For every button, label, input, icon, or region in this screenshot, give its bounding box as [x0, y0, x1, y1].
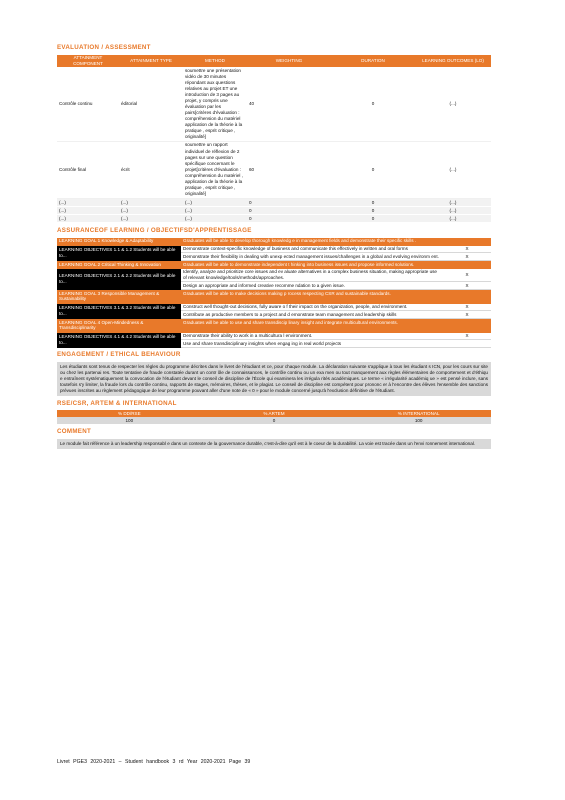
objective-item: Demonstrate their ability to work in a multicultura l environment.	[181, 332, 443, 340]
cell: (...)	[57, 215, 119, 223]
cell-weighting: 60	[247, 141, 331, 198]
goal-label: LEARNING GOAL 4 Open-Mindedness & Transdisciplinarity	[57, 319, 181, 332]
cell: (...)	[415, 198, 491, 206]
cell: 0	[331, 206, 415, 214]
cell-component: Contrôle continu	[57, 67, 119, 141]
evaluation-table	[57, 55, 491, 223]
objective-row	[57, 268, 491, 281]
cell: 0	[331, 198, 415, 206]
goal-description: Graduates will be able to use and share transdiscip linary insight and integrate multicultural environments.	[181, 319, 491, 332]
rse-table	[57, 410, 491, 424]
cell-lo: (...)	[415, 67, 491, 141]
objective-label: LEARNING OBJECTIVES 2.1 & 2.2 Students will be able to...	[57, 268, 181, 289]
cell-weighting: 40	[247, 67, 331, 141]
cell-lo: (...)	[415, 141, 491, 198]
objective-mark: X	[443, 332, 491, 340]
objective-mark: X	[443, 245, 491, 253]
rse-header-international: % INTERNATIONAL	[346, 410, 491, 417]
table-row	[57, 410, 491, 417]
cell: 0	[331, 215, 415, 223]
cell: 0	[247, 206, 331, 214]
header-duration: DURATION	[331, 55, 415, 67]
cell-type: écrit	[119, 141, 183, 198]
objective-label: LEARNING OBJECTIVES 4.1 & 4.2 Students will be able to...	[57, 332, 181, 347]
cell: (...)	[183, 198, 247, 206]
goal-description: Graduates will be able to develop thorough knowledg e in management fields and demonstrate their specific skills .	[181, 238, 491, 245]
objective-item: Contribute as productive members to a project and d emonstrate team management and leadership skills	[181, 311, 443, 319]
objective-label: LEARNING OBJECTIVES 1.1 & 1.2 Students will be able to...	[57, 245, 181, 260]
table-row	[57, 67, 491, 141]
goal-description: Graduates will be able to demonstrate independent t hinking into business issues and propose informed solutions.	[181, 261, 491, 269]
cell: (...)	[119, 215, 183, 223]
objective-row	[57, 332, 491, 340]
objective-item: Use and share transdisciplinary insights when engag ing in real world projects	[181, 340, 443, 348]
cell: (...)	[119, 198, 183, 206]
table-row	[57, 198, 491, 206]
cell-duration: 0	[331, 141, 415, 198]
cell-duration: 0	[331, 67, 415, 141]
cell: (...)	[415, 206, 491, 214]
cell-method: soumettre une présentation vidéo de 30 minutes répondant aux questions relatives au projet ET une introduction de 3 pages au projet, y compris une évaluation par les pairs[critères d'évaluation : compréhension du matériel application de la théorie à la pratique , esprit critique , originalité]	[183, 67, 247, 141]
table-row	[57, 417, 491, 424]
rse-value-international: 100	[346, 417, 491, 424]
objective-item: Design an appropriate and informed creative recomme ndation to a given issue.	[181, 282, 443, 290]
objective-item: Demonstrate context-specific knowledge of business and communicate this effectively in written and oral forms	[181, 245, 443, 253]
cell: (...)	[57, 206, 119, 214]
header-type: ATTAINMENT TYPE	[119, 55, 183, 67]
comment-text: Le module fait référence à un leadership responsabl e dans un contexte de la gouvernance durable, c'est-à-dire qu'il est à le coeur de la durabilité. La voie est tracée dans un l'envi ronnement international.	[57, 439, 491, 449]
goal-row	[57, 290, 491, 303]
evaluation-title: EVALUATION / ASSESSMENT	[57, 44, 151, 51]
goal-row	[57, 238, 491, 245]
objective-mark: X	[443, 253, 491, 261]
header-method: METHOD	[183, 55, 247, 67]
objective-label: LEARNING OBJECTIVES 3.1 & 3.2 Students will be able to...	[57, 303, 181, 318]
cell: (...)	[57, 198, 119, 206]
comment-title: COMMENT	[57, 428, 92, 436]
rse-value-artem: 0	[202, 417, 347, 424]
goal-row	[57, 319, 491, 332]
objective-item: Construct well thought-out decisions, fully aware o f their impact on the organization, people, and environment.	[181, 303, 443, 311]
table-row	[57, 141, 491, 198]
cell: (...)	[183, 206, 247, 214]
engagement-text: Les étudiants sont tenus de respecter les règles du programme décrites dans le livret de l'étudiant et ce, pour chaque module. La déclaration suivante s'applique à tous les étudiant s ICN, pour les cours sur site ou chez les partenai res. Toute tentative de fraude constatée durant un contr ôle de connaissances, le contrôle continu ou un exa men ou tout manquement aux règles élémentaires de comportement et d'éthiqu e entraînent systématiquement la convocation de l'étudiant devant le conseil de discipline de l'École qui examinera les irrégula rités académiques. Le terme « irrégularité académiq ue » est pensé inclure, sans toutefois s'y limiter, la fraude lors du contrôle continu, rapports de stages, mémoires, thèses, et le plagiat. Le conseil de discipline est compétent pour prononc er à l'encontre des élèves l'ensemble des sanctions prévues inscrites au règlement pédagogique de leur programme pouvant aller d'une note de « 0 » pour le module concerné jusqu'à l'exclusion définitive de l'étudiant.	[57, 362, 491, 396]
table-row	[57, 206, 491, 214]
table-row	[57, 215, 491, 223]
objective-mark: X	[443, 311, 491, 319]
objective-item: Demonstrate their flexibility in dealing with unexp ected management issues/challenges in a global and evolving environm ent.	[181, 253, 443, 261]
cell: (...)	[119, 206, 183, 214]
objective-mark	[443, 340, 491, 348]
objective-item: Identify, analyze and prioritize core issues and ev aluate alternatives in a complex business situation, making appropriate use of relevant knowledge/tools/methods/approaches.	[181, 268, 443, 281]
cell-type: éditorial	[119, 67, 183, 141]
cell: 0	[247, 198, 331, 206]
goal-label: LEARNING GOAL 3 Responsible Management & Sustainability	[57, 290, 181, 303]
cell: 0	[247, 215, 331, 223]
objective-row	[57, 303, 491, 311]
assurance-table	[57, 238, 491, 348]
objective-row	[57, 245, 491, 253]
objective-mark: X	[443, 282, 491, 290]
rse-header-ddrse: % DD/RSE	[57, 410, 202, 417]
header-lo: LEARNING OUTCOMES (LO)	[415, 55, 491, 67]
page	[57, 42, 491, 449]
objective-mark: X	[443, 268, 491, 281]
rse-title: RSE/CSR, ARTEM & INTERNATIONAL	[57, 399, 177, 407]
goal-label: LEARNING GOAL 1 Knowledge & Adaptability	[57, 238, 181, 245]
objective-mark: X	[443, 303, 491, 311]
cell: (...)	[415, 215, 491, 223]
assurance-title: ASSURANCEOF LEARNING / OBJECTIFSD'APPRENTISSAGE	[57, 227, 252, 235]
goal-row	[57, 261, 491, 269]
header-component: ATTAINMENT COMPONENT	[57, 55, 119, 67]
goal-label: LEARNING GOAL 2 Critical Thinking & Innovation	[57, 261, 181, 269]
page-footer: Livret PGE3 2020-2021 – Student handbook 3 rd Year 2020-2021 Page 39	[57, 759, 251, 765]
cell-component: Contrôle final	[57, 141, 119, 198]
engagement-title: ENGAGEMENT / ETHICAL BEHAVIOUR	[57, 351, 181, 358]
goal-description: Graduates will be able to make decisions making p rocess respecting CSR and sustainable standards.	[181, 290, 491, 303]
rse-header-artem: % ARTEM	[202, 410, 347, 417]
cell-method: soumettre un rapport individuel de réflexion de 2 pages sur une question spécifique concernant le projet[critères d'évaluation : compréhension du matériel , application de la théorie à la pratique , esprit critique , originalité]	[183, 141, 247, 198]
rse-value-ddrse: 100	[57, 417, 202, 424]
cell: (...)	[183, 215, 247, 223]
header-weighting: WEIGHTING	[247, 55, 331, 67]
